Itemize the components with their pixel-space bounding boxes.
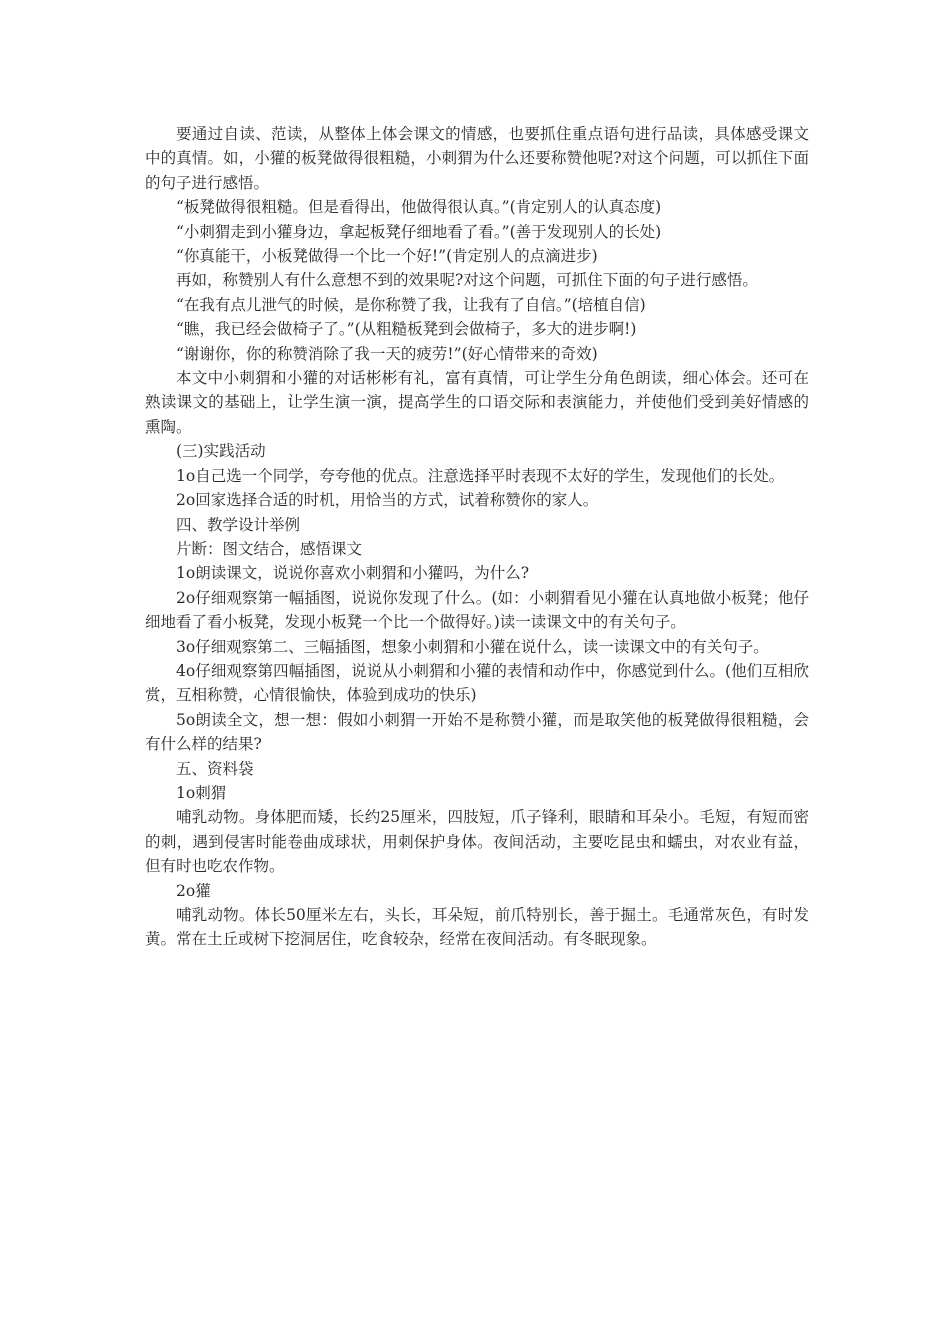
list-item-design-4: 4o仔细观察第四幅插图，说说从小刺猬和小獾的表情和动作中，你感觉到什么。(他们互相欣赏，互相称赞，心情很愉快，体验到成功的快乐) — [145, 661, 809, 705]
heading-practice-activity: (三)实践活动 — [176, 442, 266, 461]
paragraph-praise-effect: 再如，称赞别人有什么意想不到的效果呢?对这个问题，可抓住下面的句子进行感悟。 — [176, 271, 758, 290]
paragraph-quote-3: “你真能干，小板凳做得一个比一个好!”(肯定别人的点滴进步) — [176, 247, 598, 266]
list-item-activity-2: 2o回家选择合适的时机，用恰当的方式，试着称赞你的家人。 — [176, 491, 599, 510]
paragraph-intro-reading: 要通过自读、范读，从整体上体会课文的情感，也要抓住重点语句进行品读，具体感受课文中的真情。如，小獾的板凳做得很粗糙，小刺猬为什么还要称赞他呢?对这个问题，可以抓住下面的句子进行感悟。 — [145, 125, 809, 192]
heading-resource-bag: 五、资料袋 — [176, 759, 254, 778]
paragraph-quote-1: “板凳做得很粗糙。但是看得出，他做得很认真。”(肯定别人的认真态度) — [176, 198, 662, 217]
subheading-excerpt: 片断：图文结合，感悟课文 — [176, 539, 363, 558]
document-page — [145, 122, 809, 952]
list-item-design-2: 2o仔细观察第一幅插图，说说你发现了什么。(如：小刺猬看见小獾在认真地做小板凳；他仔细地看了看小板凳，发现小板凳一个比一个做得好。)读一读课文中的有关句子。 — [145, 588, 809, 632]
subheading-badger: 2o獾 — [176, 881, 211, 900]
paragraph-quote-6: “谢谢你，你的称赞消除了我一天的疲劳!”(好心情带来的奇效) — [176, 344, 598, 363]
list-item-design-1: 1o朗读课文，说说你喜欢小刺猬和小獾吗，为什么? — [176, 564, 530, 583]
subheading-hedgehog: 1o刺猬 — [176, 783, 227, 802]
list-item-design-3: 3o仔细观察第二、三幅插图，想象小刺猬和小獾在说什么，读一读课文中的有关句子。 — [176, 637, 769, 656]
list-item-design-5: 5o朗读全文，想一想：假如小刺猬一开始不是称赞小獾，而是取笑他的板凳做得很粗糙，会有什么样的结果? — [145, 710, 809, 754]
paragraph-badger-description: 哺乳动物。体长50厘米左右，头长，耳朵短，前爪特别长，善于掘土。毛通常灰色，有时发黄。常在土丘或树下挖洞居住，吃食较杂，经常在夜间活动。有冬眠现象。 — [145, 906, 809, 949]
paragraph-quote-4: “在我有点儿泄气的时候，是你称赞了我，让我有了自信。”(培植自信) — [176, 295, 646, 314]
paragraph-role-reading: 本文中小刺猬和小獾的对话彬彬有礼，富有真情，可让学生分角色朗读，细心体会。还可在熟读课文的基础上，让学生演一演，提高学生的口语交际和表演能力，并使他们受到美好情感的熏陶。 — [145, 369, 809, 436]
heading-teaching-design: 四、教学设计举例 — [176, 515, 301, 534]
paragraph-quote-2: “小刺猬走到小獾身边，拿起板凳仔细地看了看。”(善于发现别人的长处) — [176, 222, 662, 241]
paragraph-hedgehog-description: 哺乳动物。身体肥而矮，长约25厘米，四肢短，爪子锋利，眼睛和耳朵小。毛短，有短而密的刺，遇到侵害时能卷曲成球状，用刺保护身体。夜间活动，主要吃昆虫和蠕虫，对农业有益，但有时也吃农作物。 — [145, 808, 809, 876]
paragraph-quote-5: “瞧，我已经会做椅子了。”(从粗糙板凳到会做椅子，多大的进步啊!) — [176, 320, 637, 339]
list-item-activity-1: 1o自己选一个同学，夸夸他的优点。注意选择平时表现不太好的学生，发现他们的长处。 — [176, 466, 785, 485]
